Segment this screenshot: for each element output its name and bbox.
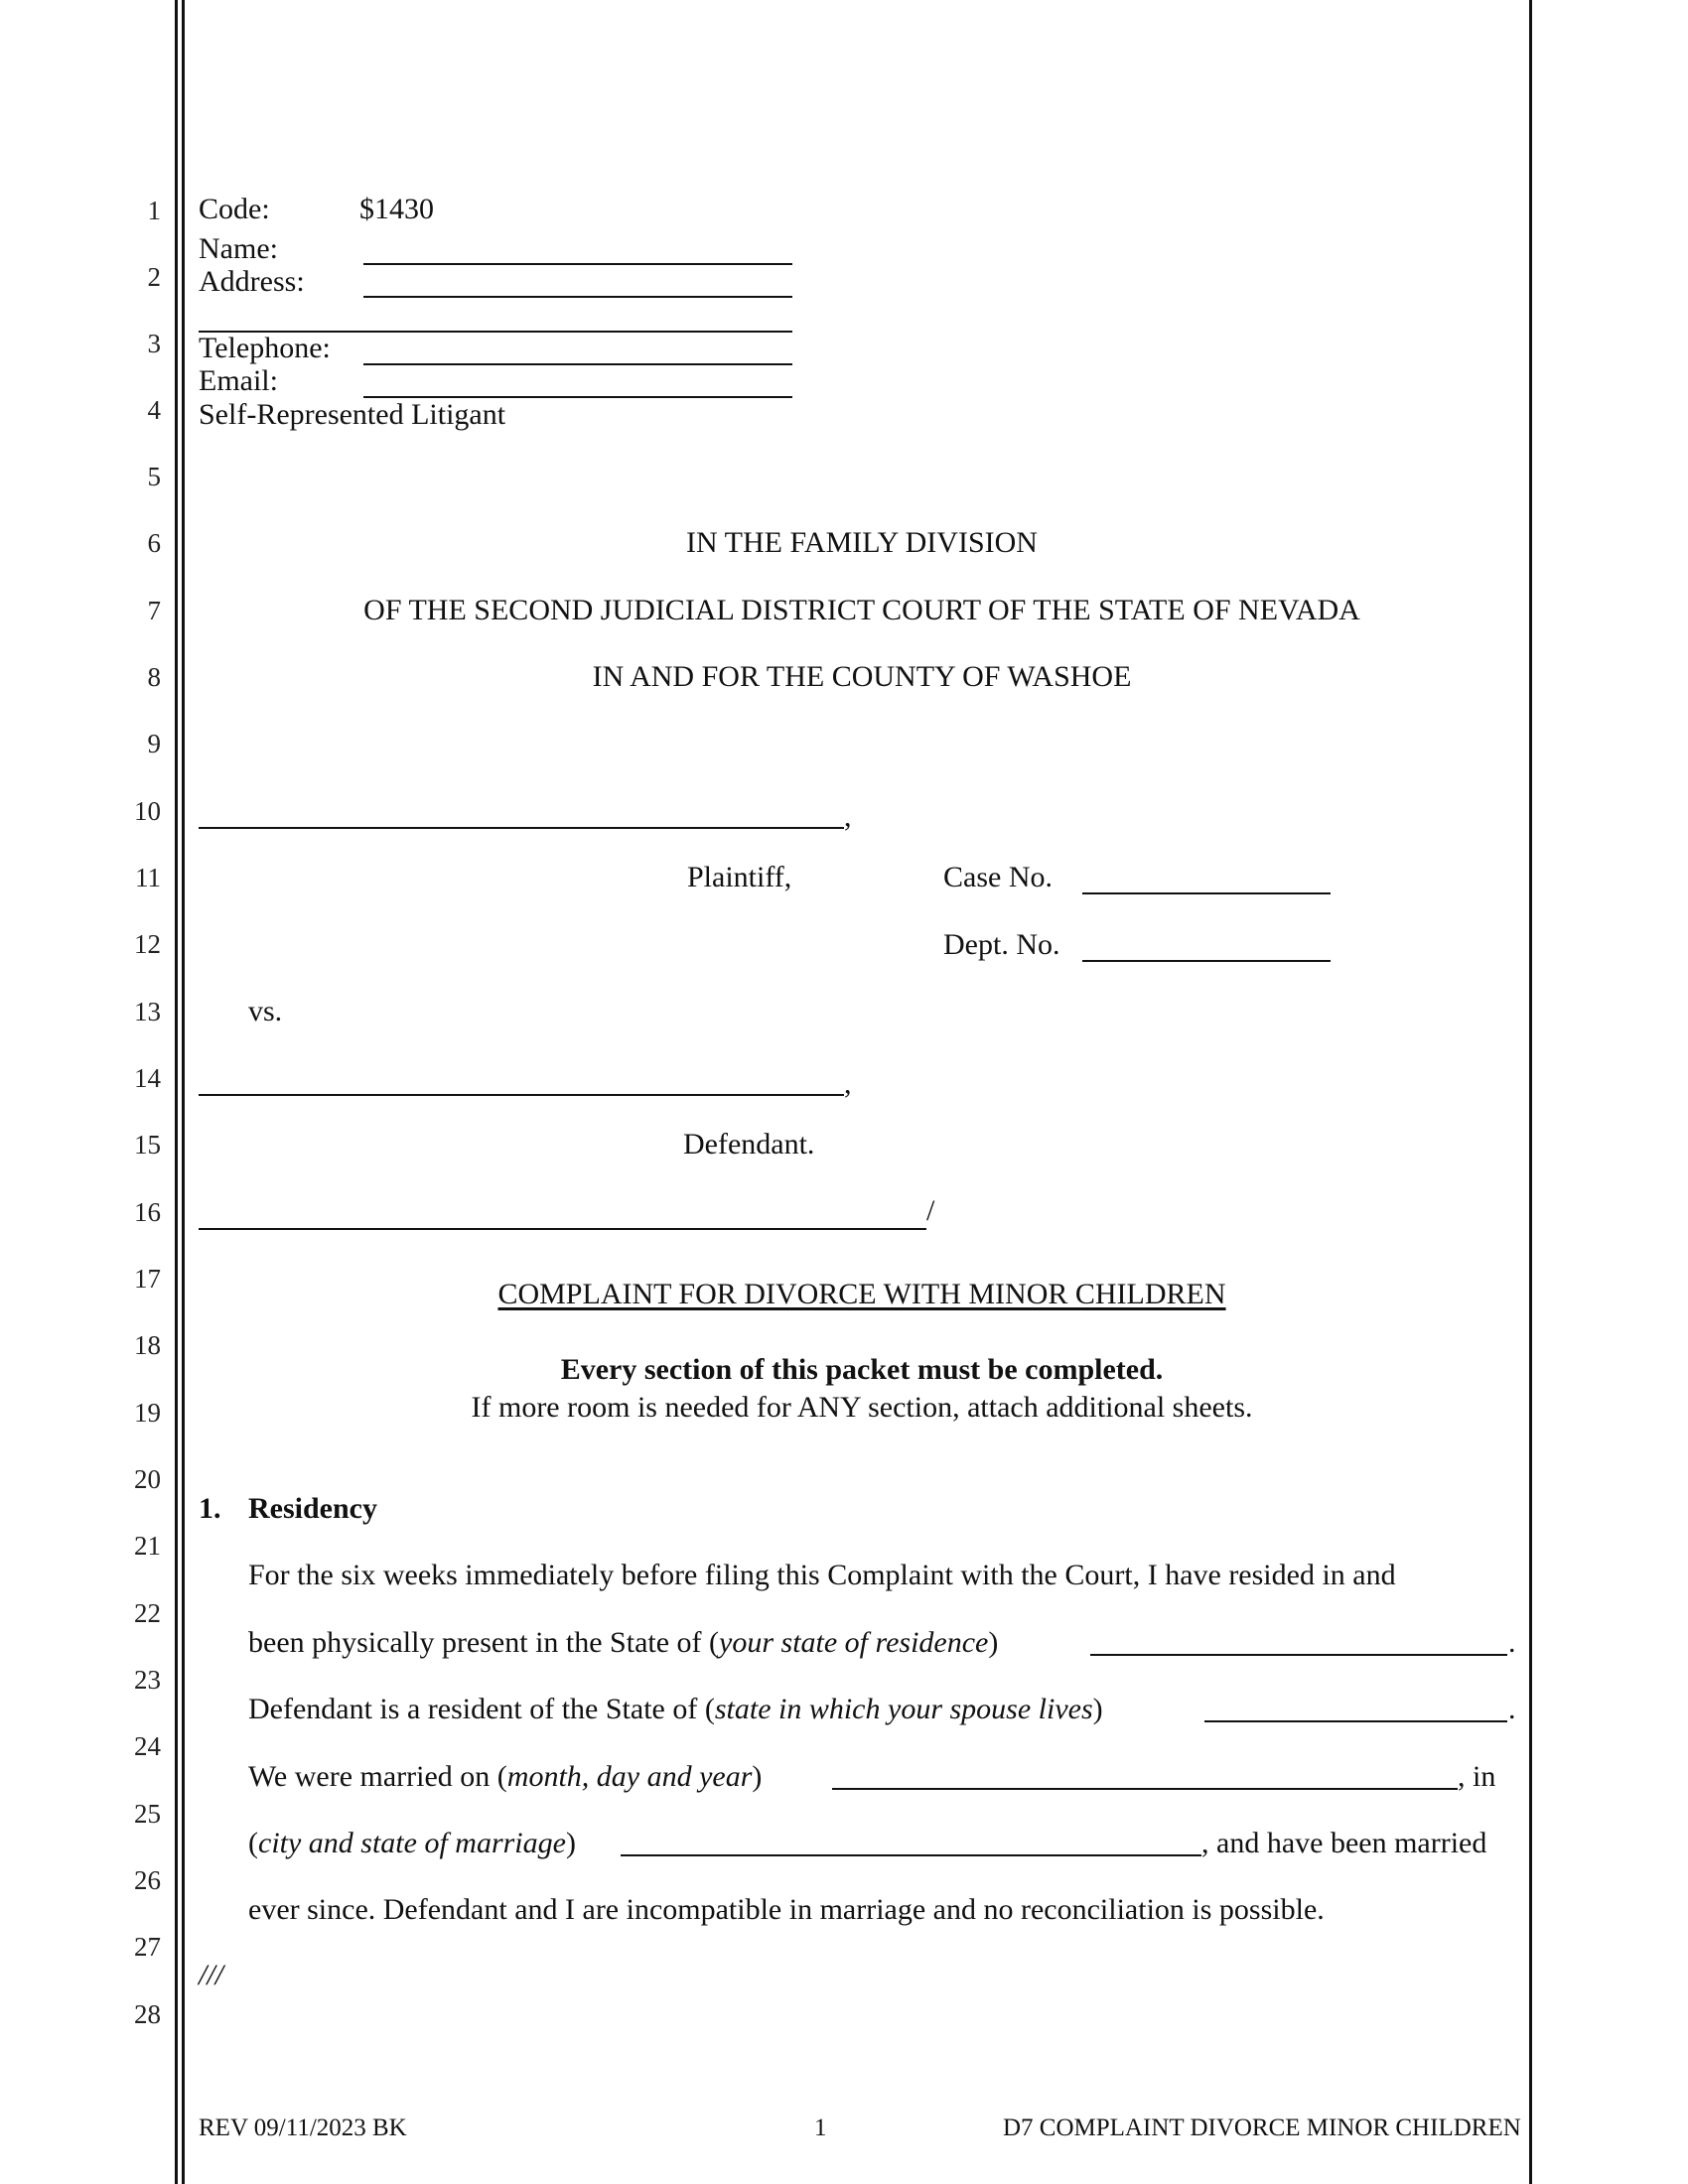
line-number: 8	[147, 662, 161, 692]
continuation-marker: ///	[199, 1959, 224, 1991]
section-heading: Residency	[248, 1492, 377, 1525]
residency-line-4-paren: )	[752, 1760, 763, 1793]
residency-line-5	[248, 1829, 576, 1858]
code-label: Code:	[199, 193, 270, 225]
line-number: 24	[134, 1731, 161, 1761]
residency-line-3-hint: state in which your spouse lives	[714, 1693, 1093, 1725]
defendant-name-field[interactable]	[199, 1094, 844, 1096]
versus-label: vs.	[248, 995, 283, 1027]
right-margin-rule	[1529, 0, 1532, 2184]
line-number: 13	[134, 997, 161, 1026]
plaintiff-label: Plaintiff,	[687, 861, 792, 893]
residency-line-4-text: We were married on (	[248, 1760, 507, 1793]
residency-line-5-hint: city and state of marriage	[258, 1827, 566, 1859]
residency-line-2-hint: your state of residence	[719, 1626, 989, 1659]
line-number: 10	[134, 796, 161, 826]
line-number: 22	[134, 1598, 161, 1628]
line-number: 3	[147, 329, 161, 358]
residency-line-3-paren: )	[1092, 1693, 1103, 1725]
instruction-text: If more room is needed for ANY section, attach additional sheets.	[471, 1391, 1253, 1424]
telephone-label: Telephone:	[199, 332, 331, 364]
line-number: 2	[147, 262, 161, 292]
name-field[interactable]	[363, 263, 792, 265]
page-number: 1	[814, 2115, 827, 2141]
residency-line-3-text: Defendant is a resident of the State of (	[248, 1693, 715, 1725]
line-number: 25	[134, 1799, 161, 1829]
marriage-date-field[interactable]	[832, 1788, 1458, 1790]
line-number: 27	[134, 1932, 161, 1962]
plaintiff-state-field[interactable]	[1090, 1654, 1507, 1656]
line-number: 7	[147, 596, 161, 625]
residency-line-2-paren: )	[988, 1626, 999, 1659]
section-number: 1.	[199, 1492, 221, 1525]
caption-closing-line	[199, 1228, 926, 1230]
residency-line-3	[248, 1695, 1103, 1724]
line-number: 21	[134, 1531, 161, 1561]
residency-line-1: For the six weeks immediately before filing this Complaint with the Court, I have resided in and	[248, 1559, 1396, 1591]
plaintiff-comma: ,	[844, 800, 852, 833]
residency-line-2-text: been physically present in the State of (	[248, 1626, 720, 1659]
line-number: 26	[134, 1865, 161, 1895]
address-field-line1[interactable]	[363, 296, 792, 298]
residency-line-4	[248, 1762, 762, 1792]
court-line-3: IN AND FOR THE COUNTY OF WASHOE	[592, 660, 1132, 693]
court-line-2: OF THE SECOND JUDICIAL DISTRICT COURT OF THE STATE OF NEVADA	[363, 594, 1360, 626]
residency-line-5-paren-open: (	[248, 1827, 258, 1859]
line-number: 20	[134, 1464, 161, 1494]
residency-line-3-period: .	[1508, 1693, 1516, 1725]
address-label: Address:	[199, 265, 305, 298]
line-number: 15	[134, 1130, 161, 1160]
name-label: Name:	[199, 232, 278, 265]
email-label: Email:	[199, 364, 278, 397]
form-name: D7 COMPLAINT DIVORCE MINOR CHILDREN	[1003, 2115, 1521, 2141]
code-value: $1430	[359, 193, 434, 225]
case-no-field[interactable]	[1082, 892, 1331, 894]
line-number: 5	[147, 462, 161, 491]
defendant-comma: ,	[844, 1067, 852, 1100]
left-margin-rule-inner	[182, 0, 185, 2184]
line-number: 18	[134, 1330, 161, 1360]
line-number: 12	[134, 929, 161, 959]
left-margin-rule-outer	[175, 0, 178, 2184]
residency-line-4-hint: month, day and year	[506, 1760, 753, 1793]
line-number: 6	[147, 528, 161, 558]
self-represented-label: Self-Represented Litigant	[199, 398, 506, 431]
residency-line-2	[248, 1628, 998, 1658]
document-title: COMPLAINT FOR DIVORCE WITH MINOR CHILDREN	[497, 1278, 1226, 1310]
residency-line-5-paren: )	[565, 1827, 576, 1859]
line-number: 9	[147, 729, 161, 758]
residency-line-6: ever since. Defendant and I are incompatible in marriage and no reconciliation is possible.	[248, 1893, 1325, 1926]
plaintiff-name-field[interactable]	[199, 827, 844, 829]
court-line-1: IN THE FAMILY DIVISION	[686, 526, 1038, 559]
line-number: 19	[134, 1398, 161, 1428]
residency-line-2-period: .	[1508, 1626, 1516, 1659]
line-number: 28	[134, 1999, 161, 2029]
revision-label: REV 09/11/2023 BK	[199, 2115, 407, 2141]
caption-slash: /	[926, 1194, 935, 1227]
line-number: 11	[135, 863, 161, 892]
dept-no-field[interactable]	[1082, 960, 1331, 962]
line-number: 16	[134, 1197, 161, 1227]
line-number: 17	[134, 1264, 161, 1294]
line-number: 14	[134, 1063, 161, 1093]
residency-line-4-end: , in	[1458, 1760, 1496, 1793]
marriage-place-field[interactable]	[621, 1854, 1201, 1856]
instruction-bold: Every section of this packet must be completed.	[560, 1353, 1164, 1386]
telephone-field[interactable]	[363, 363, 792, 365]
line-number: 4	[147, 395, 161, 425]
line-number: 1	[147, 196, 161, 225]
residency-line-5-end: , and have been married	[1201, 1827, 1487, 1859]
line-number: 23	[134, 1665, 161, 1695]
dept-no-label: Dept. No.	[943, 928, 1060, 961]
defendant-label: Defendant.	[683, 1128, 815, 1160]
defendant-state-field[interactable]	[1204, 1720, 1507, 1722]
case-no-label: Case No.	[943, 861, 1053, 893]
